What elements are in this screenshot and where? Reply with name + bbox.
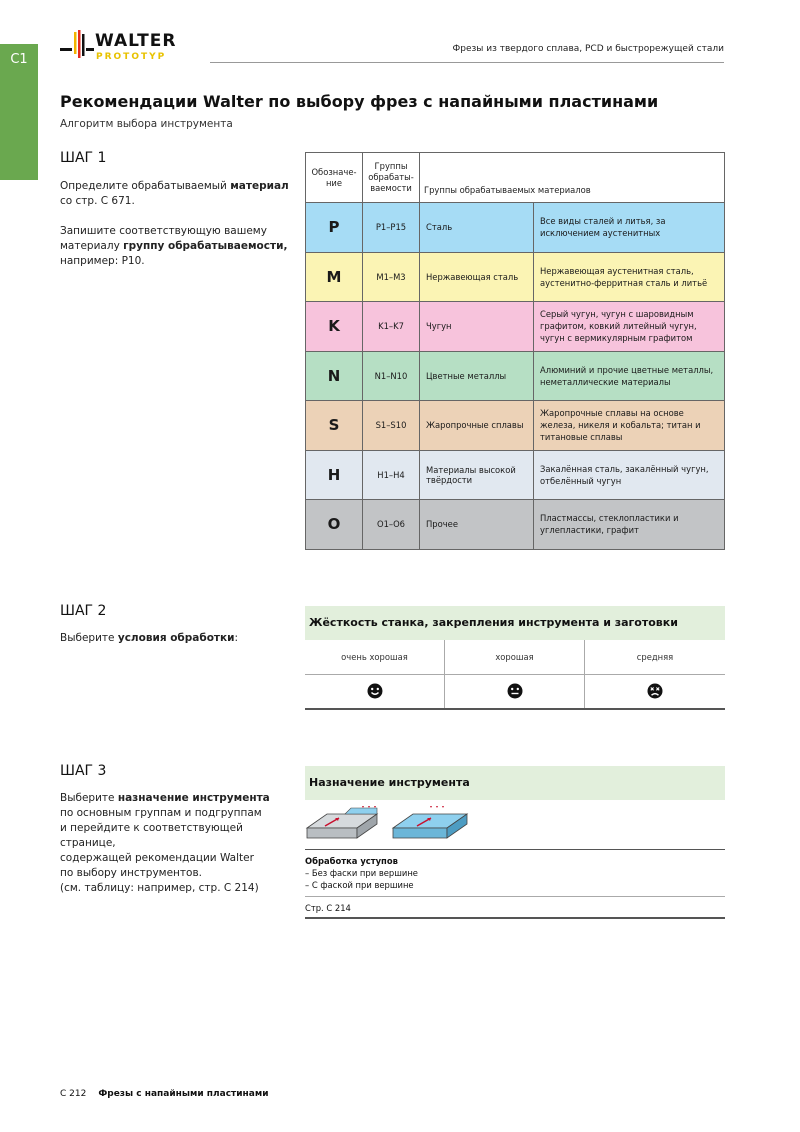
page-subtitle: Алгоритм выбора инструмента — [60, 118, 233, 130]
step1-text-part: например: P10. — [60, 255, 145, 267]
application-item: – Без фаски при вершине — [305, 868, 418, 878]
material-description: Нержавеющая аустенитная сталь, аустенитно-ферритная сталь и литьё — [534, 252, 725, 302]
step3-text-part: Выберите — [60, 792, 118, 804]
rigidity-panel-title: Жёсткость станка, закрепления инструмента и заготовки — [305, 606, 725, 640]
iso-material-row[interactable] — [306, 500, 725, 550]
step3-text-part: и перейдите к соответствующей странице, — [60, 822, 243, 849]
shoulder-milling-illustration[interactable] — [305, 806, 475, 846]
application-divider-top — [305, 849, 725, 850]
application-item: – С фаской при вершине — [305, 880, 414, 890]
material-description: Закалённая сталь, закалённый чугун, отбелённый чугун — [534, 450, 725, 500]
iso-code: N — [306, 351, 363, 401]
machinability-range: P1–P15 — [363, 203, 420, 253]
iso-material-table — [305, 152, 725, 550]
iso-material-row[interactable] — [306, 351, 725, 401]
shoulder-part-1 — [307, 806, 377, 838]
material-description: Жаропрочные сплавы на основе железа, никеля и кобальта; титан и титановые сплавы — [534, 401, 725, 451]
application-title[interactable]: Обработка уступов — [305, 856, 398, 866]
machinability-range: N1–N10 — [363, 351, 420, 401]
rigidity-label: средняя — [636, 652, 674, 662]
machinability-range: H1–H4 — [363, 450, 420, 500]
col-header-range: Группы обрабаты-ваемости — [363, 153, 420, 203]
header-rule — [210, 62, 724, 63]
logo-wordmark: WALTER — [95, 31, 177, 51]
rigidity-table — [305, 640, 725, 710]
material-group: Материалы высокой твёрдости — [420, 450, 534, 500]
step3-text-part: по выбору инструментов. — [60, 867, 202, 879]
step3-text-part: по основным группам и подгруппам — [60, 807, 262, 819]
section-tab — [0, 44, 38, 180]
col-header-code: Обозначе-ние — [306, 153, 363, 203]
material-description: Все виды сталей и литья, за исключением аустенитных — [534, 203, 725, 253]
step1-keyword-group: группу обрабатываемости, — [123, 240, 288, 252]
rigidity-divider — [305, 674, 725, 675]
page-title: Рекомендации Walter по выбору фрез с напайными пластинами — [60, 92, 659, 111]
material-group: Нержавеющая сталь — [420, 252, 534, 302]
step2-text-part: : — [234, 632, 239, 644]
iso-code: P — [306, 203, 363, 253]
material-group: Сталь — [420, 203, 534, 253]
iso-material-row[interactable] — [306, 401, 725, 451]
page-number: C 212 — [60, 1089, 87, 1099]
sad-face-icon — [647, 683, 663, 699]
step3-text — [60, 791, 295, 896]
iso-material-row[interactable] — [306, 203, 725, 253]
step2-text-part: Выберите — [60, 632, 118, 644]
smile-face-icon — [367, 683, 383, 699]
walter-logo — [60, 30, 210, 70]
step3-keyword: назначение инструмента — [117, 792, 270, 804]
logo-bars-icon — [60, 30, 94, 60]
application-panel-title: Назначение инструмента — [305, 766, 725, 800]
iso-material-row[interactable] — [306, 302, 725, 352]
material-group: Цветные металлы — [420, 351, 534, 401]
logo-subbrand: PROTOTYP — [96, 52, 167, 62]
material-group: Жаропрочные сплавы — [420, 401, 534, 451]
rigidity-label: очень хорошая — [341, 652, 408, 662]
step1-text-part: Определите обрабатываемый — [60, 180, 231, 192]
step2-text — [60, 631, 295, 646]
machinability-range: M1–M3 — [363, 252, 420, 302]
machinability-range: S1–S10 — [363, 401, 420, 451]
iso-code: M — [306, 252, 363, 302]
step1-text-part: со стр. С 671. — [60, 195, 135, 207]
step1-heading: ШАГ 1 — [60, 150, 107, 166]
step3-text-part: (см. таблицу: например, стр. С 214) — [60, 882, 259, 894]
iso-code: H — [306, 450, 363, 500]
step1-text-part: материалу — [60, 240, 124, 252]
shoulder-part-2 — [393, 806, 467, 838]
iso-code: S — [306, 401, 363, 451]
section-tab-label: C1 — [10, 52, 28, 67]
iso-code: O — [306, 500, 363, 550]
material-group: Прочее — [420, 500, 534, 550]
iso-material-row[interactable] — [306, 252, 725, 302]
step1-text — [60, 179, 295, 269]
machinability-range: O1–O6 — [363, 500, 420, 550]
step3-text-part: содержащей рекомендации Walter — [60, 852, 254, 864]
running-header: Фрезы из твердого сплава, PCD и быстрорежущей стали — [452, 44, 724, 54]
page-footer — [60, 1089, 269, 1099]
material-description: Алюминий и прочие цветные металлы, неметаллические материалы — [534, 351, 725, 401]
step2-heading: ШАГ 2 — [60, 603, 107, 619]
col-header-groups: Группы обрабатываемых материалов — [420, 153, 725, 203]
step1-keyword-material: материал — [230, 180, 289, 192]
material-description: Серый чугун, чугун с шаровидным графитом, ковкий литейный чугун, чугун с вермикулярным графитом — [534, 302, 725, 352]
step1-text-part: Запишите соответствующую вашему — [60, 225, 267, 237]
footer-section: Фрезы с напайными пластинами — [98, 1089, 269, 1099]
step2-keyword: условия обработки — [117, 632, 235, 644]
rigidity-label: хорошая — [495, 652, 534, 662]
machinability-range: K1–K7 — [363, 302, 420, 352]
iso-code: K — [306, 302, 363, 352]
iso-table-header-row — [306, 153, 725, 203]
material-group: Чугун — [420, 302, 534, 352]
step3-heading: ШАГ 3 — [60, 763, 107, 779]
iso-material-row[interactable] — [306, 450, 725, 500]
application-divider-mid — [305, 896, 725, 897]
material-description: Пластмассы, стеклопластики и углепластики, графит — [534, 500, 725, 550]
application-page-ref[interactable]: Стр. С 214 — [305, 903, 351, 913]
application-divider-bottom — [305, 917, 725, 919]
neutral-face-icon — [507, 683, 523, 699]
